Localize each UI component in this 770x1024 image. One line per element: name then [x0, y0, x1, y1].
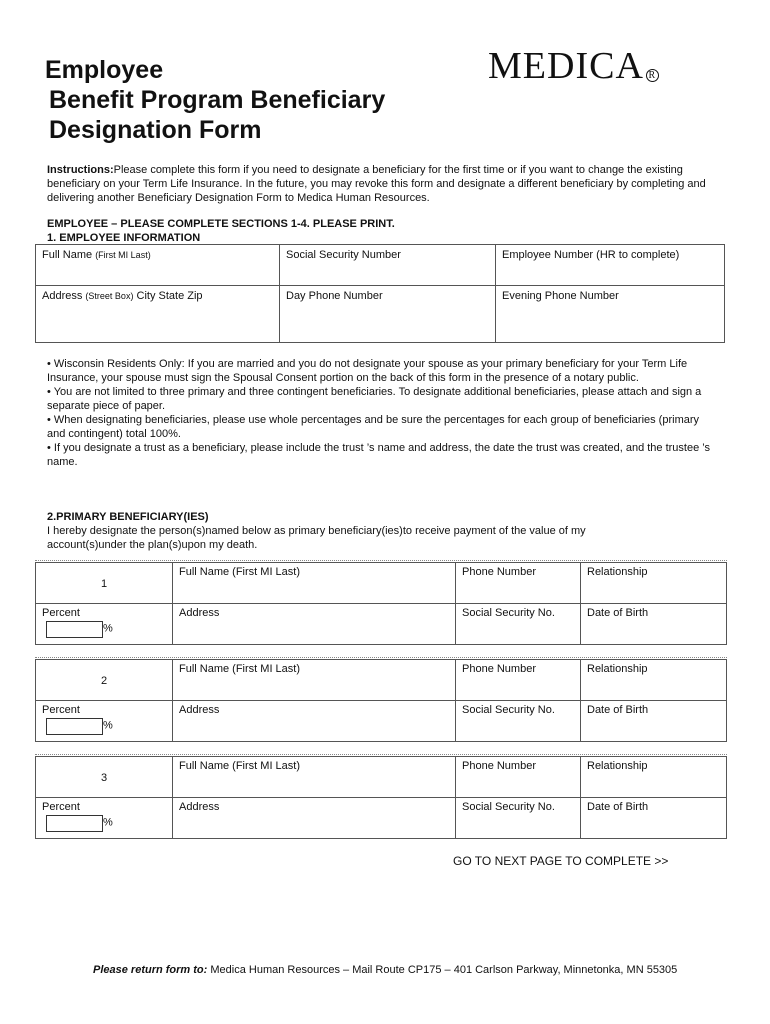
notes-list [47, 357, 715, 469]
beneficiary-name-field[interactable] [172, 757, 455, 797]
beneficiary-block-3 [35, 756, 727, 839]
beneficiary-percent-input[interactable] [46, 718, 103, 735]
beneficiary-percent-label: Percent [42, 607, 80, 619]
beneficiary-percent-label: Percent [42, 801, 80, 813]
employee-info-table [35, 244, 725, 343]
beneficiary-percent-cell [36, 798, 172, 838]
beneficiary-phone-field[interactable] [455, 563, 580, 603]
title-line-1: Employee [45, 56, 164, 84]
beneficiary-dob-label: Date of Birth [587, 704, 649, 716]
beneficiary-dob-label: Date of Birth [587, 607, 649, 619]
beneficiary-block-2 [35, 659, 727, 742]
section-2-text: I hereby designate the person(s)named below as primary beneficiary(ies)to receive payment of the value of my account(s)under the plan(s)upon my death. [47, 525, 586, 551]
beneficiary-block-1 [35, 562, 727, 645]
beneficiary-ssn-field[interactable] [455, 604, 580, 644]
beneficiary-address-label: Address [179, 704, 220, 716]
medica-logo [488, 44, 659, 88]
address-label: Address [42, 290, 83, 302]
full-name-field[interactable] [36, 245, 280, 286]
form-title [45, 55, 385, 145]
percent-sign: % [103, 816, 113, 829]
ssn-field[interactable] [280, 245, 496, 286]
address-field[interactable] [36, 286, 280, 343]
beneficiary-relationship-label: Relationship [587, 566, 648, 578]
percent-sign: % [103, 622, 113, 635]
beneficiary-relationship-label: Relationship [587, 760, 648, 772]
beneficiary-dob-field[interactable] [580, 701, 726, 741]
beneficiary-number: 3 [100, 772, 108, 784]
day-phone-label: Day Phone Number [286, 290, 383, 302]
beneficiary-percent-cell [36, 701, 172, 741]
instructions-label: Instructions: [47, 164, 114, 176]
day-phone-field[interactable] [280, 286, 496, 343]
beneficiary-address-field[interactable] [172, 798, 455, 838]
beneficiary-relationship-field[interactable] [580, 757, 726, 797]
beneficiary-address-field[interactable] [172, 604, 455, 644]
beneficiary-ssn-field[interactable] [455, 798, 580, 838]
employee-number-field[interactable] [496, 245, 725, 286]
title-line-2: Benefit Program Beneficiary [49, 86, 386, 114]
address-hint: (Street Box) [85, 291, 134, 301]
beneficiary-phone-field[interactable] [455, 660, 580, 700]
section-2-heading: 2.PRIMARY BENEFICIARY(IES) [47, 511, 209, 523]
beneficiary-dob-field[interactable] [580, 798, 726, 838]
instructions-text: Please complete this form if you need to designate a beneficiary for the first time or if you want to change the existing beneficiary on your Term Life Insurance. In the future, you may revoke this form and designate a different beneficiary by completing and delivering another Beneficiary Designation Form to Medica Human Resources. [47, 164, 706, 204]
beneficiary-relationship-label: Relationship [587, 663, 648, 675]
note-item: • If you designate a trust as a beneficiary, please include the trust ’s name and address, the date the trust was created, and the trustee ’s name. [47, 442, 711, 468]
beneficiary-name-label: Full Name (First MI Last) [179, 760, 301, 772]
beneficiary-name-field[interactable] [172, 660, 455, 700]
beneficiary-phone-label: Phone Number [462, 566, 536, 578]
beneficiary-dob-label: Date of Birth [587, 801, 649, 813]
beneficiary-number-cell [36, 563, 172, 603]
beneficiary-ssn-label: Social Security No. [462, 704, 555, 716]
beneficiary-number-cell [36, 660, 172, 700]
evening-phone-label: Evening Phone Number [502, 290, 619, 302]
ssn-label: Social Security Number [286, 249, 401, 261]
beneficiary-number-cell [36, 757, 172, 797]
section-1-header [47, 217, 395, 245]
beneficiary-address-field[interactable] [172, 701, 455, 741]
evening-phone-field[interactable] [496, 286, 725, 343]
beneficiary-number: 2 [100, 675, 108, 687]
registered-mark-icon: R [646, 69, 659, 82]
full-name-hint: (First MI Last) [95, 250, 151, 260]
beneficiary-percent-cell [36, 604, 172, 644]
note-item: • You are not limited to three primary and three contingent beneficiaries. To designate additional beneficiaries, please attach and sign a separate piece of paper. [47, 386, 702, 412]
beneficiary-ssn-field[interactable] [455, 701, 580, 741]
beneficiary-phone-label: Phone Number [462, 663, 536, 675]
address-rest-label: City State Zip [136, 290, 203, 302]
beneficiary-name-label: Full Name (First MI Last) [179, 566, 301, 578]
beneficiary-ssn-label: Social Security No. [462, 607, 555, 619]
beneficiary-percent-input[interactable] [46, 621, 103, 638]
full-name-label: Full Name [42, 249, 93, 261]
beneficiary-relationship-field[interactable] [580, 563, 726, 603]
instructions [47, 163, 717, 205]
note-item: • When designating beneficiaries, please use whole percentages and be sure the percentages for each group of beneficiaries (primary and contingent) total 100%. [47, 414, 700, 440]
footer-text: Medica Human Resources – Mail Route CP175 – 401 Carlson Parkway, Minnetonka, MN 55305 [207, 964, 678, 976]
employee-number-label: Employee Number (HR to complete) [502, 249, 680, 261]
return-address-footer [93, 964, 677, 976]
beneficiary-name-label: Full Name (First MI Last) [179, 663, 301, 675]
footer-label: Please return form to: [93, 964, 208, 976]
section-2 [47, 510, 667, 552]
title-line-3: Designation Form [49, 116, 262, 144]
beneficiary-percent-label: Percent [42, 704, 80, 716]
beneficiary-percent-input[interactable] [46, 815, 103, 832]
beneficiary-dob-field[interactable] [580, 604, 726, 644]
logo-text: MEDICA [488, 45, 644, 87]
percent-sign: % [103, 719, 113, 732]
section-1-heading: 1. EMPLOYEE INFORMATION [47, 232, 201, 244]
beneficiary-relationship-field[interactable] [580, 660, 726, 700]
note-item: • Wisconsin Residents Only: If you are married and you do not designate your spouse as your primary beneficiary for your Term Life Insurance, your spouse must sign the Spousal Consent portion on the back of this form in the presence of a notary public. [47, 358, 688, 384]
beneficiary-name-field[interactable] [172, 563, 455, 603]
beneficiary-phone-label: Phone Number [462, 760, 536, 772]
beneficiary-phone-field[interactable] [455, 757, 580, 797]
next-page-instruction: GO TO NEXT PAGE TO COMPLETE >> [453, 854, 669, 868]
sections-banner: EMPLOYEE – PLEASE COMPLETE SECTIONS 1-4. PLEASE PRINT. [47, 218, 395, 230]
beneficiary-number: 1 [100, 578, 108, 590]
beneficiary-address-label: Address [179, 801, 220, 813]
beneficiary-address-label: Address [179, 607, 220, 619]
beneficiary-ssn-label: Social Security No. [462, 801, 555, 813]
